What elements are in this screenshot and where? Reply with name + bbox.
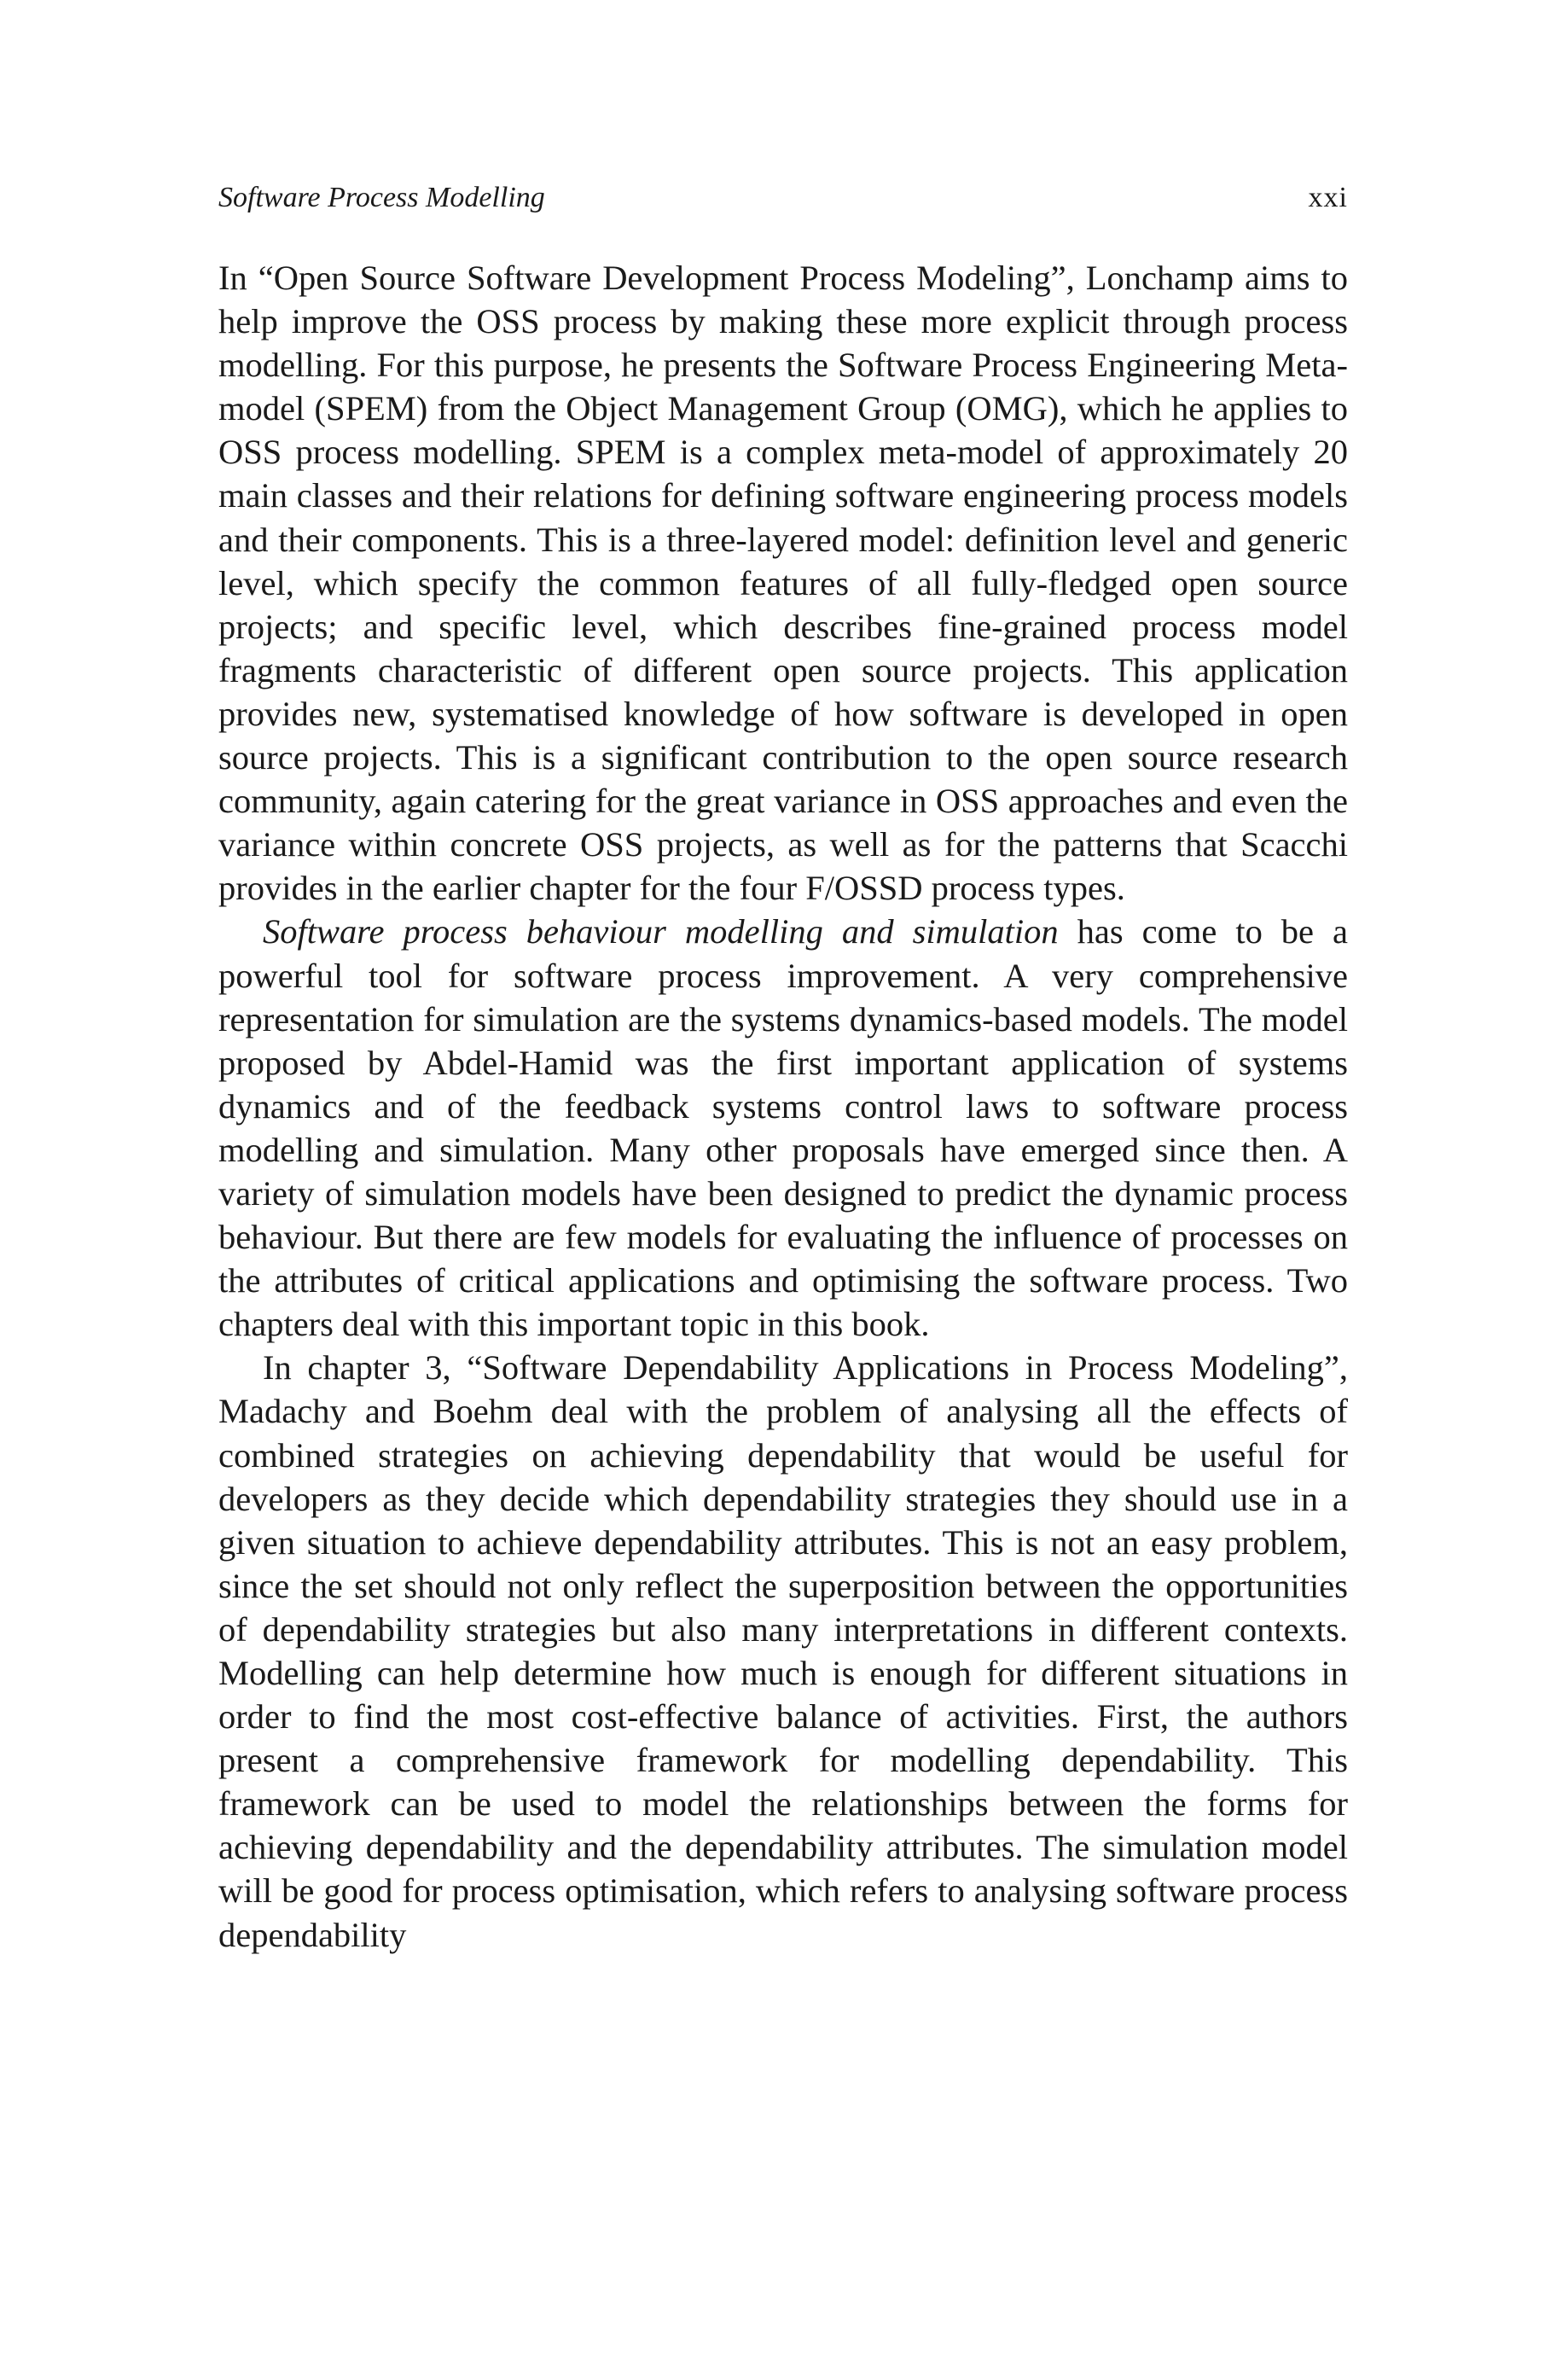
paragraph-simulation-text: has come to be a powerful tool for software process improvement. A very comprehensive representation for simulation are the systems dynamics-based models. The model proposed by Abdel-Hamid was the first important application of systems dynamics and of the feedback systems control laws to software process modelling and simulation. Many other proposals have emerged since then. A variety of simulation models have been designed to predict the dynamic process behaviour. But there are few models for evaluating the influence of processes on the attributes of critical applications and optimising the software process. Two chapters deal with this important topic in this book. [218, 912, 1348, 1344]
page-number: xxi [1308, 182, 1348, 213]
paragraph-simulation [218, 910, 1348, 1346]
paragraph-chapter-3: In chapter 3, “Software Dependability Applications in Process Modeling”, Madachy and Boehm deal with the problem of analysing all the effects of combined strategies on achieving dependability that would be useful for developers as they decide which dependability strategies they should use in a given situation to achieve dependability attributes. This is not an easy problem, since the set should not only reflect the superposition between the opportunities of dependability strategies but also many interpretations in different contexts. Modelling can help determine how much is enough for different situations in order to find the most cost-effective balance of activities. First, the authors present a comprehensive framework for modelling dependability. This framework can be used to model the relationships between the forms for achieving dependability and the dependability attributes. The simulation model will be good for process optimisation, which refers to analysing software process dependability [218, 1348, 1348, 1954]
emphasis-topic-phrase: Software process behaviour modelling and simulation [263, 912, 1059, 951]
running-head [218, 176, 1348, 220]
running-title: Software Process Modelling [218, 182, 545, 213]
body-text [218, 256, 1348, 1957]
paragraph-lonchamp: In “Open Source Software Development Process Modeling”, Lonchamp aims to help improve the OSS process by making these more explicit through process modelling. For this purpose, he presents the Software Process Engineering Meta-model (SPEM) from the Object Management Group (OMG), which he applies to OSS process modelling. SPEM is a complex meta-model of approximately 20 main classes and their relations for defining software engineering process models and their components. This is a three-layered model: definition level and generic level, which specify the common features of all fully-fledged open source projects; and specific level, which describes fine-grained process model fragments characteristic of different open source projects. This application provides new, systematised knowledge of how software is developed in open source projects. This is a significant contribution to the open source research community, again catering for the great variance in OSS approaches and even the variance within concrete OSS projects, as well as for the patterns that Scacchi provides in the earlier chapter for the four F/OSSD process types. [218, 259, 1348, 908]
